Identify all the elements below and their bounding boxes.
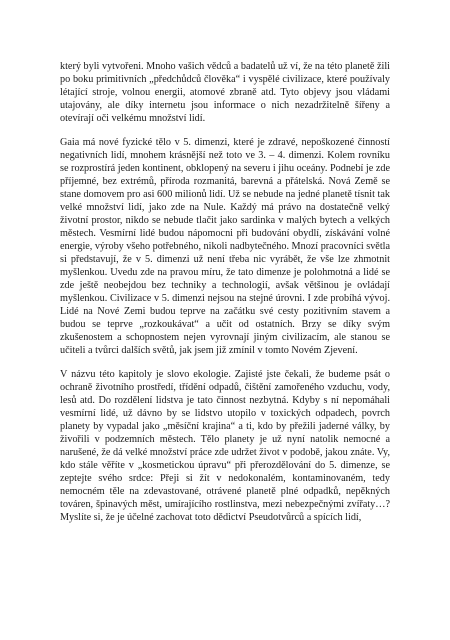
paragraph-2: Gaia má nové fyzické tělo v 5. dimenzi, které je zdravé, nepoškozené činností negativních lidí, mnohem krásnější než toto ve 3. – 4. dimenzi. Kolem rovníku se rozprostírá jeden kontinent, obklopený na severu i jihu oceány. Podnebí je zde příjemné, bez extrémů, příroda rozmanitá, barevná a přátelská. Nová Země se stane domovem pro asi 600 milionů lidí. Už se nebude na jedné planetě tísnit tak velké množství lidí, jako zde na Nule. Každý má právo na dostatečně velký životní prostor, nikdo se nebude tlačit jako sardinka v malých bytech a velkých městech. Vesmírní lidé budou nápomocni při budování obydlí, získávání volné energie, výroby všeho potřebného, nikoli nadbytečného. Mnozí pracovníci světla si představují, že v 5. dimenzi už není třeba nic vyrábět, že vše lze zhmotnit myšlenkou. Uvedu zde na pravou míru, že tato dimenze je polohmotná a lidé se zde ještě neobejdou bez techniky a technologií, avšak většinou je ovládají myšlenkou. Civilizace v 5. dimenzi nejsou na stejné úrovni. I zde probíhá vývoj. Lidé na Nové Zemi budou teprve na začátku své cesty pozitivním stavem a budou se teprve „rozkoukávat“ a učit od ostatních. Brzy se díky svým zkušenostem a schopnostem nejen vyrovnají jiným civilizacím, ale stanou se učiteli a tvůrci dalších světů, jak jsem již zmínil v tomto Novém Zjevení. bbox=[60, 137, 390, 356]
paragraph-3: V názvu této kapitoly je slovo ekologie. Zajisté jste čekali, že budeme psát o ochraně životního prostředí, třídění odpadů, čištění zamořeného vzduchu, vody, lesů atd. Do rozdělení lidstva je tato činnost nezbytná. Kdyby s ní nepomáhali vesmírní lidé, už dávno by se lidstvo utopilo v toxických odpadech, povrch planety by vypadal jako „měsíční krajina“ a ti, kdo by přežili jaderné války, by živořili v podzemních městech. Tělo planety je už nyní natolik nemocné a narušené, že dá velké množství práce zde udržet život v podobě, jakou znáte. Vy, kdo stále věříte v „kosmetickou úpravu“ při přerozdělování do 5. dimenze, se zeptejte svého srdce: Přeji si žít v nedokonalém, kontaminovaném, tedy nemocném těle na zdevastované, otrávené planetě plné odpadků, nepěkných továren, špinavých měst, umírajícího rostlinstva, mezi nebezpečnými zvířaty…? Myslíte si, že je účelné zachovat toto dědictví Pseudotvůrců a spících lidí, bbox=[60, 369, 390, 523]
body-text bbox=[60, 60, 390, 535]
paragraph-1: který byli vytvořeni. Mnoho vašich vědců a badatelů už ví, že na této planetě žili po boku primitivních „předchůdců člověka“ i vyspělé civilizace, které používaly létající stroje, volnou energii, atomové zbraně atd. Tyto objevy jsou vládami utajovány, ale díky internetu jsou informace o nich nezadržitelně šířeny a otevírají oči velkému množství lidí. bbox=[60, 61, 390, 124]
